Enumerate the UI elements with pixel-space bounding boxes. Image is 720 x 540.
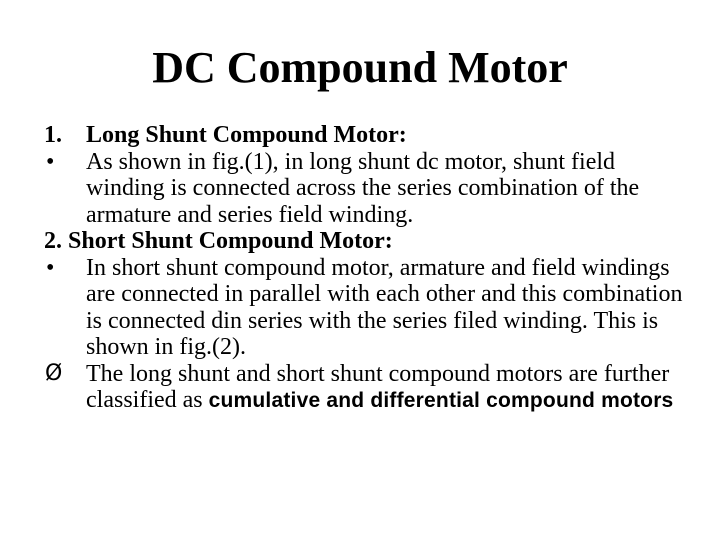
number-marker: 1. (44, 122, 62, 148)
heading-long-shunt: Long Shunt Compound Motor: (86, 122, 407, 148)
slide-title: DC Compound Motor (152, 43, 568, 92)
bullet-icon: • (46, 148, 55, 175)
bullet-text-short-shunt: In short shunt compound motor, armature and field windings are connected in parallel with each other and this combination is connected din series with the series filed winding. This is shown in fig.(2). (86, 254, 683, 360)
arrow-text-bold: cumulative and differential compound motors (208, 389, 674, 412)
arrow-text-plain: The long shunt and short shunt compound motors are further classified as (86, 360, 670, 413)
list-item-bullet-1 (44, 149, 694, 229)
bullet-text-long-shunt: As shown in fig.(1), in long shunt dc motor, shunt field winding is connected across the series combination of the armature and series field winding. (86, 148, 640, 228)
arrow-bullet-icon: Ø (45, 360, 63, 386)
arrow-text (86, 361, 694, 415)
list-item-heading-2 (44, 228, 694, 255)
list-item-bullet-2 (44, 255, 694, 361)
bullet-icon: • (46, 254, 55, 281)
list-item-heading-1 (44, 122, 694, 149)
list-item-arrow-1 (44, 361, 694, 415)
heading-short-shunt: 2. Short Shunt Compound Motor: (44, 228, 393, 254)
slide-content (44, 122, 694, 415)
